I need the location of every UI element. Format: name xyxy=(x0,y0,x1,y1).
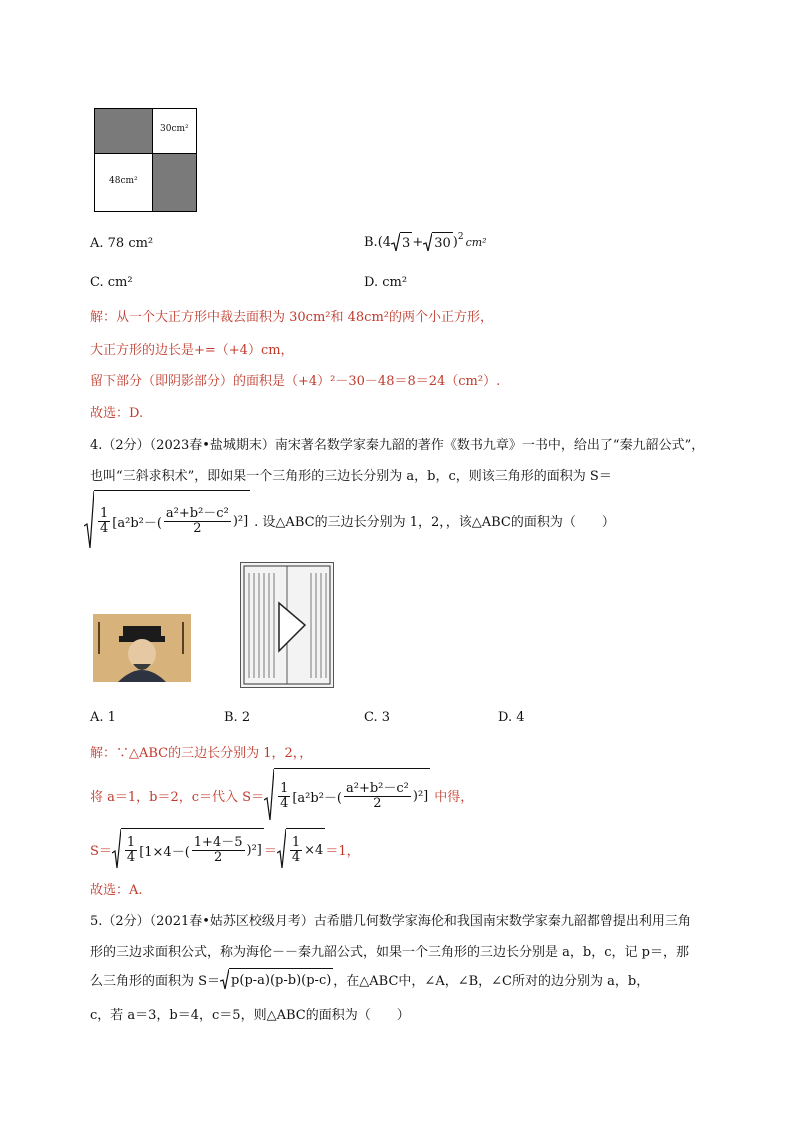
q4-option-d: D. 4 xyxy=(498,710,525,725)
q4-stem-line-2: 也叫“三斜求积术”，即如果一个三角形的三边长分别为 a，b，c，则该三角形的面积为 S＝ xyxy=(90,469,612,484)
q4-answer: 故选：A. xyxy=(90,883,143,898)
q4-formula-line xyxy=(84,490,615,550)
sqrt-qin-formula-substituted: $\frac{1}{4}$ [a²b²－( $\frac{\text{a²+b²－c²}}{2}$ )²] xyxy=(264,768,430,822)
sqrt-substituted-values: $\frac{1}{4}$ [1×4－( $\frac{1+4-5}{2}$ )²] xyxy=(112,828,264,870)
q3-answer: 故选：D. xyxy=(90,406,144,421)
q3-solution-line-3: 留下部分（即阴影部分）的面积是（+4）²－30－48＝8＝24（cm²）. xyxy=(90,374,501,389)
q3-option-a: A. 78 cm² xyxy=(90,236,154,251)
q5-stem-line-4: c，若 a＝3，b＝4，c＝5，则△ABC的面积为（ ） xyxy=(90,1008,410,1023)
q3-option-c: C. cm² xyxy=(90,275,133,290)
q4-solution-line-3: S＝ $\frac{1}{4}$ [1×4－( $\frac{1+4-5}{2}$ )²] ＝ $\frac{1}{4}$ ×4 ＝1， xyxy=(90,828,360,870)
sqrt-quarter-times-four: $\frac{1}{4}$ ×4 xyxy=(277,828,325,870)
q4-stem-line-3-tail: . 设△ABC的三边长分别为 1，2，，该△ABC的面积为（ ） xyxy=(254,514,615,530)
q3-solution-line-1: 解：从一个大正方形中裁去面积为 30cm²和 48cm²的两个小正方形， xyxy=(90,310,493,325)
q5-stem-line-3: 么三角形的面积为 S＝ p(p-a)(p-b)(p-c) ，在△ABC中，∠A，∠B，∠C所对的边分别为 a，b， xyxy=(90,968,649,990)
q3-solution-line-2: 大正方形的边长是+=（+4）cm， xyxy=(90,343,294,358)
q3-option-d: D. cm² xyxy=(364,275,408,290)
sqrt-30: 30 xyxy=(423,232,453,252)
small-square-top-right xyxy=(152,108,197,154)
q4-option-a: A. 1 xyxy=(90,710,116,725)
q3-option-b: B. (4 3 + 30 ) $^2$ cm² xyxy=(364,232,487,251)
sqrt-heron-formula: p(p-a)(p-b)(p-c) xyxy=(220,968,333,990)
q4-option-b: B. 2 xyxy=(224,710,251,725)
q4-stem-line-1: 4.（2分）（2023春•盐城期末）南宋著名数学家秦九韶的著作《数书九章》一书中，给出了“秦九韶公式”， xyxy=(90,438,705,453)
sqrt-qin-formula: $\frac{1}{4}$ [a²b²－( $\frac{\text{a²+b²－c²}}{2}$ )²] xyxy=(84,490,250,550)
small-square-bottom-left xyxy=(94,153,153,212)
shaded-square-top-left xyxy=(94,108,153,154)
label-48cm: 48cm² xyxy=(109,176,138,186)
shaded-square-bottom-right xyxy=(152,153,197,212)
q4-solution-line-2: 将 a＝1，b＝2，c＝代入 S＝ $\frac{1}{4}$ [a²b²－( $\frac{\text{a²+b²－c²}}{2}$ )²] 中得， xyxy=(90,768,473,822)
portrait-qin-jiushao xyxy=(93,614,191,682)
q4-option-c: C. 3 xyxy=(364,710,391,725)
label-30cm: 30cm² xyxy=(160,124,189,134)
q5-stem-line-2: 形的三边求面积公式，称为海伦－－秦九韶公式，如果一个三角形的三边长分别是 a，b，c，记 p＝，那 xyxy=(90,945,689,960)
book-page-image xyxy=(240,562,334,688)
q4-solution-line-1: 解：∵△ABC的三边长分别为 1，2，， xyxy=(90,746,313,761)
q5-stem-line-1: 5.（2分）（2021春•姑苏区校级月考）古希腊几何数学家海伦和我国南宋数学家秦九韶都曾提出利用三角 xyxy=(90,914,691,929)
sqrt-3: 3 xyxy=(391,232,412,252)
